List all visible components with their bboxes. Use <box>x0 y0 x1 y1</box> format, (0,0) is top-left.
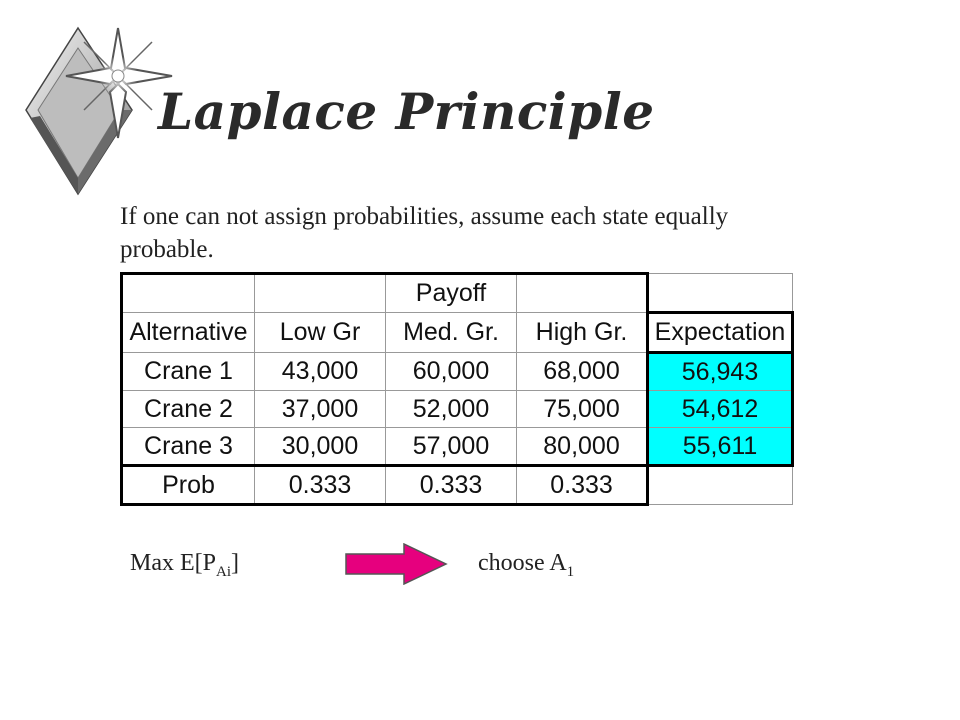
choice-subscript: 1 <box>566 564 575 580</box>
table-cell-empty <box>255 274 386 313</box>
expectation-cell: 56,943 <box>648 353 793 391</box>
payoff-group-header: Payoff <box>386 274 517 313</box>
max-expectation-formula <box>130 550 239 581</box>
prob-high-cell: 0.333 <box>517 466 648 505</box>
header-expectation: Expectation <box>648 313 793 353</box>
prob-row <box>122 466 793 505</box>
low-gr-cell: 37,000 <box>255 391 386 428</box>
med-gr-cell: 57,000 <box>386 428 517 466</box>
high-gr-cell: 80,000 <box>517 428 648 466</box>
payoff-table <box>120 272 794 506</box>
low-gr-cell: 30,000 <box>255 428 386 466</box>
prob-label: Prob <box>122 466 255 505</box>
choice-prefix: choose A <box>478 550 567 576</box>
prob-low-cell: 0.333 <box>255 466 386 505</box>
high-gr-cell: 75,000 <box>517 391 648 428</box>
table-header-row <box>122 313 793 353</box>
slide-title: Laplace Principle <box>158 82 655 141</box>
prob-med-cell: 0.333 <box>386 466 517 505</box>
alternative-cell: Crane 2 <box>122 391 255 428</box>
header-low-gr: Low Gr <box>255 313 386 353</box>
low-gr-cell: 43,000 <box>255 353 386 391</box>
table-cell-empty <box>648 274 793 313</box>
choice-result <box>478 550 574 581</box>
expectation-cell: 55,611 <box>648 428 793 466</box>
formula-suffix: ] <box>231 550 239 576</box>
table-row <box>122 353 793 391</box>
formula-prefix: Max E[P <box>130 550 216 576</box>
header-med-gr: Med. Gr. <box>386 313 517 353</box>
header-alternative: Alternative <box>122 313 255 353</box>
formula-subscript: Ai <box>216 564 231 580</box>
table-row <box>122 391 793 428</box>
table-cell-empty <box>648 466 793 505</box>
right-arrow-icon <box>344 543 448 585</box>
med-gr-cell: 60,000 <box>386 353 517 391</box>
alternative-cell: Crane 3 <box>122 428 255 466</box>
intro-text: If one can not assign probabilities, assume each state equally probable. <box>120 203 729 263</box>
table-row <box>122 428 793 466</box>
alternative-cell: Crane 1 <box>122 353 255 391</box>
high-gr-cell: 68,000 <box>517 353 648 391</box>
header-high-gr: High Gr. <box>517 313 648 353</box>
table-group-header-row <box>122 274 793 313</box>
expectation-cell: 54,612 <box>648 391 793 428</box>
table-cell-empty <box>122 274 255 313</box>
med-gr-cell: 52,000 <box>386 391 517 428</box>
table-cell-empty <box>517 274 648 313</box>
